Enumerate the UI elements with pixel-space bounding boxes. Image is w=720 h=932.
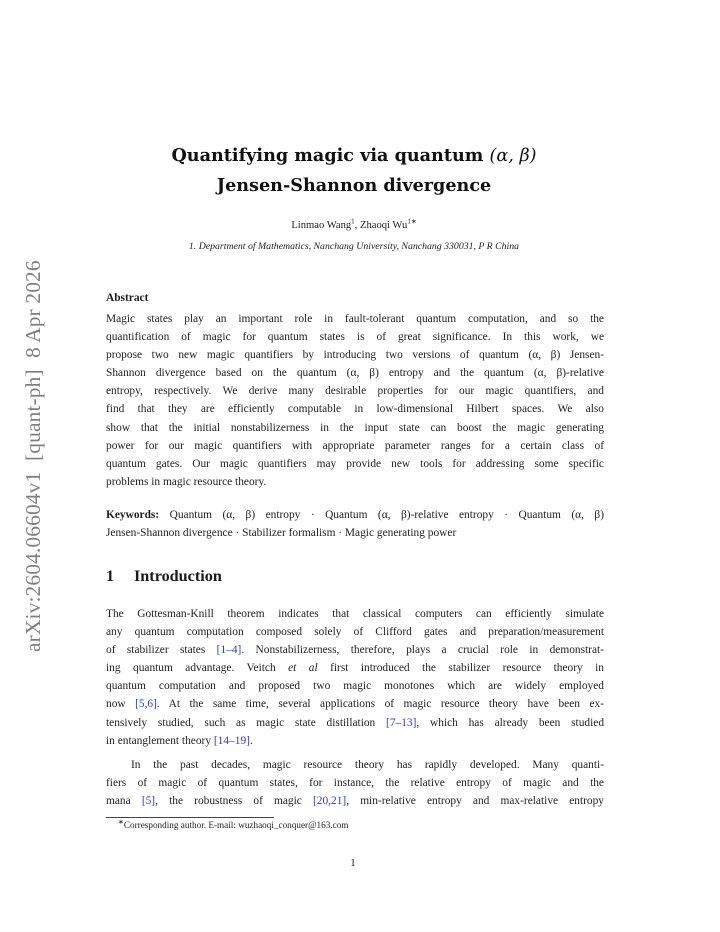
abstract-line: quantum gates. Our magic quantifiers may provide new tools for addressing some specific (106, 457, 604, 470)
paragraph-line (106, 623, 604, 641)
title-line-1-math: (α, β) (489, 146, 537, 166)
paragraph-text: fiers of magic of quantum states, for instance, the relative entropy of magic and the (106, 777, 604, 790)
footnote-mark: ∗ (118, 817, 124, 826)
citation-link[interactable]: [7–13] (386, 716, 417, 729)
abstract-heading: Abstract (106, 292, 149, 304)
paragraph-line (106, 605, 604, 623)
footnote (118, 817, 349, 830)
abstract-line: quantification of magic for quantum states is of great significance. In this work, we (106, 331, 604, 344)
section-heading-introduction (106, 567, 222, 586)
paragraph-text: in entanglement theory (106, 734, 214, 747)
citation-link[interactable]: [5] (141, 795, 156, 808)
section-title: Introduction (134, 567, 222, 585)
keywords (106, 506, 604, 542)
emphasis-text: et al (288, 662, 318, 675)
author-2-affil-mark: 1∗ (407, 217, 417, 226)
citation-link[interactable]: [14–19] (213, 734, 250, 747)
paper-title (106, 141, 602, 201)
author-1: Linmao Wang (291, 220, 352, 231)
paragraph-line (106, 677, 604, 695)
abstract-line: problems in magic resource theory. (106, 475, 267, 488)
paragraph-text: . Nonstabilizerness, therefore, plays a crucial role in demonstrat- (241, 644, 604, 657)
citation-link[interactable]: [1–4] (216, 644, 242, 657)
intro-paragraph-2 (106, 756, 604, 810)
paragraph-text: ing quantum advantage. Veitch (106, 662, 289, 675)
paragraph-line (106, 714, 604, 732)
paragraph-text: The Gottesman-Knill theorem indicates that classical computers can efficiently simulate (106, 608, 604, 620)
title-line-1-text: Quantifying magic via quantum (171, 145, 484, 166)
abstract-line: Magic states play an important role in fault-tolerant quantum computation, and so the (106, 313, 604, 325)
paragraph-text: . (249, 734, 253, 747)
section-number: 1 (106, 567, 115, 585)
arxiv-id[interactable]: arXiv:2604.06604v1 (21, 471, 45, 652)
paragraph-line (106, 659, 604, 677)
footnote-text: Corresponding author. E-mail: wuzhaoqi_conquer@163.com (123, 820, 349, 830)
paragraph-text: tensively studied, such as magic state distillation (106, 716, 387, 729)
paragraph-text: . At the same time, several applications of magic resource theory have been ex- (156, 698, 604, 711)
paragraph-line (106, 695, 604, 713)
keywords-line-1: Quantum (α, β) entropy · Quantum (α, β)-relative entropy · Quantum (α, β) (159, 509, 604, 521)
paragraph-text: first introduced the stabilizer resource theory in (317, 662, 604, 675)
abstract-line: find that they are efficiently computable in low-dimensional Hilbert spaces. We also (106, 403, 604, 416)
title-line-1 (106, 141, 602, 171)
abstract-line: Shannon divergence based on the quantum (α, β) entropy and the quantum (α, β)-relative (106, 367, 604, 380)
arxiv-category: [quant-ph] (21, 368, 45, 461)
page-number: 1 (350, 857, 356, 869)
citation-link[interactable]: [20,21] (312, 795, 347, 808)
abstract-line: power for our magic quantifiers with appropriate parameter ranges for a certain class of (106, 439, 604, 452)
intro-paragraph-1 (106, 605, 604, 750)
author-1-affil-mark: 1 (351, 217, 355, 226)
abstract-line: propose two new magic quantifiers by introducing two versions of quantum (α, β) Jensen- (106, 349, 604, 362)
paragraph-text: , min-relative entropy and max-relative entropy (346, 795, 604, 808)
author-list (106, 217, 602, 231)
affiliation: 1. Department of Mathematics, Nanchang University, Nanchang 330031, P R China (188, 241, 520, 252)
abstract-line: entropy, respectively. We derive many desirable properties for our magic quantifiers, and (106, 385, 604, 398)
keywords-line-2: Jensen-Shannon divergence · Stabilizer formalism · Magic generating power (106, 527, 457, 540)
paragraph-line (106, 792, 604, 810)
author-2: Zhaoqi Wu (359, 220, 408, 231)
paragraph-line (106, 641, 604, 659)
paragraph-line (106, 732, 604, 750)
paragraph-text: , which has already been studied (416, 716, 605, 729)
paragraph-text: of stabilizer states (106, 644, 217, 657)
footnote-rule (106, 817, 274, 818)
paragraph-line (106, 774, 604, 792)
paragraph-text: quantum computation and proposed two magic monotones which are widely employed (106, 680, 604, 693)
paragraph-line (106, 756, 604, 774)
paragraph-text: In the past decades, magic resource theory has rapidly developed. Many quanti- (131, 759, 604, 771)
paragraph-text: now (106, 698, 136, 711)
author-separator: , (354, 220, 360, 231)
arxiv-stamp (21, 252, 45, 652)
abstract-line: show that the initial nonstabilizerness in the input state can boost the magic generating (106, 421, 604, 434)
title-line-2: Jensen-Shannon divergence (216, 175, 492, 196)
abstract-body (106, 310, 604, 491)
citation-link[interactable]: [5,6] (135, 698, 157, 711)
paragraph-text: any quantum computation composed solely of Clifford gates and preparation/measurement (106, 626, 604, 639)
keywords-label: Keywords: (106, 509, 160, 521)
paragraph-text: mana (106, 795, 142, 808)
paragraph-text: , the robustness of magic (155, 795, 313, 808)
arxiv-date: 8 Apr 2026 (21, 260, 45, 358)
